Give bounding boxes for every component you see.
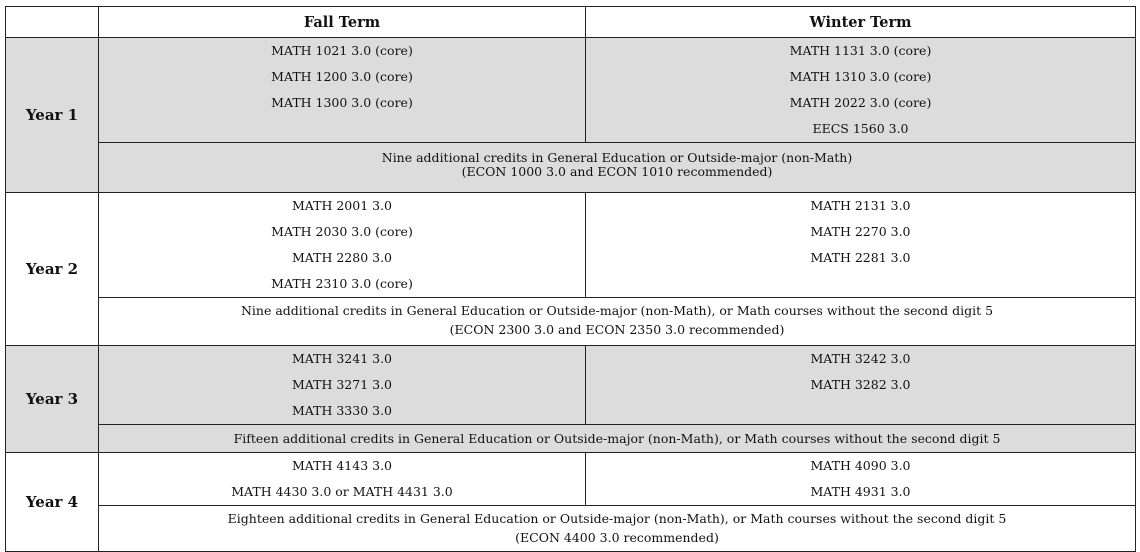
year-3-label: Year 3 — [6, 346, 99, 453]
header-fall-term: Fall Term — [99, 7, 586, 38]
course: MATH 3271 3.0 — [291, 377, 393, 392]
year-1-note-row — [6, 143, 1136, 193]
course: MATH 1131 3.0 (core) — [789, 43, 932, 58]
year-2-note — [99, 298, 1136, 346]
year-3-note-row — [6, 425, 1136, 453]
course: MATH 4143 3.0 — [291, 458, 393, 473]
course: MATH 3241 3.0 — [291, 351, 393, 366]
year-3-winter-courses — [586, 346, 1136, 425]
year-1-courses-row — [6, 38, 1136, 143]
year-2-courses-row — [6, 193, 1136, 298]
year-3-fall-courses — [99, 346, 586, 425]
course: MATH 1200 3.0 (core) — [271, 69, 413, 84]
year-1-fall-courses — [99, 38, 586, 143]
course: EECS 1560 3.0 — [812, 121, 909, 136]
year-1-label: Year 1 — [6, 38, 99, 193]
course: MATH 3330 3.0 — [291, 403, 393, 418]
course: MATH 2001 3.0 — [291, 198, 393, 213]
course: MATH 1021 3.0 (core) — [271, 43, 413, 58]
note-line: Nine additional credits in General Education or Outside-major (non-Math) — [381, 150, 853, 165]
course: MATH 3282 3.0 — [810, 377, 911, 392]
course: MATH 2310 3.0 (core) — [271, 276, 413, 291]
degree-plan-table — [5, 6, 1136, 552]
course: MATH 2280 3.0 — [291, 250, 393, 265]
note-line: Nine additional credits in General Education or Outside-major (non-Math), or Math courses without the second digit 5 — [240, 303, 994, 318]
course: MATH 2281 3.0 — [810, 250, 911, 265]
note-line: (ECON 2300 3.0 and ECON 2350 3.0 recommended) — [449, 322, 785, 337]
course: MATH 2030 3.0 (core) — [271, 224, 413, 239]
year-4-note — [99, 506, 1136, 552]
header-row — [6, 7, 1136, 38]
year-3-note — [99, 425, 1136, 453]
year-2-note-row — [6, 298, 1136, 346]
year-4-fall-courses — [99, 453, 586, 506]
year-2-winter-courses — [586, 193, 1136, 298]
year-2-label: Year 2 — [6, 193, 99, 346]
note-line: (ECON 1000 3.0 and ECON 1010 recommended) — [461, 164, 773, 179]
year-2-fall-courses — [99, 193, 586, 298]
header-winter-term: Winter Term — [586, 7, 1136, 38]
note-line: Eighteen additional credits in General Education or Outside-major (non-Math), or Math courses without the second digit 5 — [227, 511, 1007, 526]
note-line: Fifteen additional credits in General Education or Outside-major (non-Math), or Math courses without the second digit 5 — [233, 430, 1001, 446]
course: MATH 2270 3.0 — [810, 224, 911, 239]
year-4-winter-courses — [586, 453, 1136, 506]
year-4-label: Year 4 — [6, 453, 99, 552]
header-year-cell — [6, 7, 99, 38]
year-4-courses-row — [6, 453, 1136, 506]
course: MATH 4090 3.0 — [810, 458, 911, 473]
year-1-note — [99, 143, 1136, 193]
year-4-note-row — [6, 506, 1136, 552]
year-1-winter-courses — [586, 38, 1136, 143]
course: MATH 4430 3.0 or MATH 4431 3.0 — [231, 484, 453, 499]
note-line: (ECON 4400 3.0 recommended) — [515, 530, 719, 545]
course: MATH 3242 3.0 — [810, 351, 911, 366]
course: MATH 4931 3.0 — [810, 484, 911, 499]
course: MATH 1300 3.0 (core) — [271, 95, 413, 110]
year-3-courses-row — [6, 346, 1136, 425]
course: MATH 2131 3.0 — [810, 198, 911, 213]
course: MATH 1310 3.0 (core) — [789, 69, 932, 84]
course: MATH 2022 3.0 (core) — [789, 95, 932, 110]
